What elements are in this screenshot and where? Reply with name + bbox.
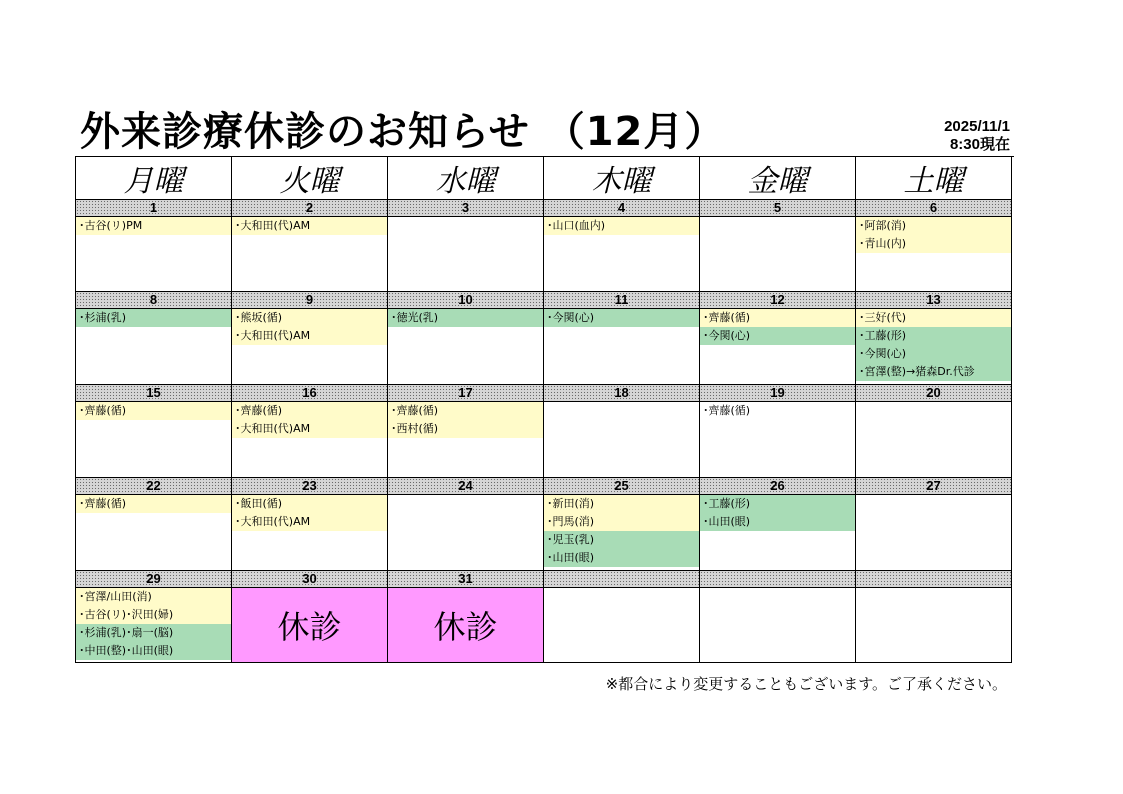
day-cell <box>544 385 700 478</box>
calendar-week <box>76 292 1014 385</box>
day-body <box>700 402 855 477</box>
day-body <box>232 588 387 662</box>
day-body <box>856 588 1011 662</box>
calendar-week <box>76 385 1014 478</box>
closure-entry: ･三好(代) <box>856 309 1011 327</box>
closure-entry: ･阿部(消) <box>856 217 1011 235</box>
closure-entry: ･青山(内) <box>856 235 1011 253</box>
day-number: 3 <box>388 200 543 217</box>
day-cell <box>544 292 700 385</box>
day-number: 19 <box>700 385 855 402</box>
day-number: 8 <box>76 292 231 309</box>
day-body <box>700 217 855 291</box>
day-body <box>700 495 855 570</box>
closure-entry: ･齊藤(循) <box>76 402 231 420</box>
calendar-grid <box>75 156 1014 663</box>
day-number: 30 <box>232 571 387 588</box>
day-cell <box>700 571 856 663</box>
weekday-header-row <box>76 157 1014 200</box>
as-of-time: 8:30現在 <box>949 136 1010 153</box>
day-body <box>388 588 543 662</box>
day-number: 31 <box>388 571 543 588</box>
as-of-stamp <box>944 118 1010 154</box>
day-number: 23 <box>232 478 387 495</box>
as-of-date: 2025/11/1 <box>944 118 1010 135</box>
day-body <box>76 588 231 662</box>
day-number <box>856 571 1011 588</box>
closure-entry: ･山口(血内) <box>544 217 699 235</box>
day-cell <box>76 292 232 385</box>
day-number: 6 <box>856 200 1011 217</box>
day-number: 27 <box>856 478 1011 495</box>
day-number: 22 <box>76 478 231 495</box>
closure-entry: ･新田(消) <box>544 495 699 513</box>
day-number: 11 <box>544 292 699 309</box>
closed-day-label: 休診 <box>388 588 543 662</box>
calendar-week <box>76 478 1014 571</box>
day-body <box>544 495 699 570</box>
closure-entry: ･齊藤(循) <box>388 402 543 420</box>
day-number: 4 <box>544 200 699 217</box>
day-body <box>76 495 231 570</box>
day-number: 15 <box>76 385 231 402</box>
closure-entry: ･今関(心) <box>700 327 855 345</box>
day-cell <box>700 385 856 478</box>
day-cell <box>544 571 700 663</box>
closure-entry: ･齊藤(循) <box>76 495 231 513</box>
day-number: 20 <box>856 385 1011 402</box>
day-body <box>544 217 699 291</box>
day-number: 9 <box>232 292 387 309</box>
day-body <box>544 588 699 662</box>
closure-entry: ･熊坂(循) <box>232 309 387 327</box>
closure-entry: ･大和田(代)AM <box>232 217 387 235</box>
day-number: 29 <box>76 571 231 588</box>
closure-entry: ･門馬(消) <box>544 513 699 531</box>
day-body <box>700 309 855 384</box>
day-cell <box>700 478 856 571</box>
day-cell <box>856 571 1012 663</box>
day-cell <box>700 200 856 292</box>
day-body <box>76 217 231 291</box>
day-number: 16 <box>232 385 387 402</box>
closure-entry: ･杉浦(乳)･扇一(脳) <box>76 624 231 642</box>
closure-entry: ･西村(循) <box>388 420 543 438</box>
day-number: 10 <box>388 292 543 309</box>
closure-entry: ･今関(心) <box>856 345 1011 363</box>
day-cell <box>856 478 1012 571</box>
closure-entry: ･山田(眼) <box>544 549 699 567</box>
day-cell <box>388 292 544 385</box>
day-number: 25 <box>544 478 699 495</box>
weekday-header-mon: 月曜 <box>76 157 232 200</box>
calendar-weeks <box>76 200 1014 663</box>
closure-entry: ･工藤(形) <box>856 327 1011 345</box>
day-number: 2 <box>232 200 387 217</box>
day-body <box>232 402 387 477</box>
day-number: 17 <box>388 385 543 402</box>
day-cell <box>388 200 544 292</box>
day-body <box>856 495 1011 570</box>
day-cell <box>388 571 544 663</box>
day-body <box>232 309 387 384</box>
closure-entry: ･齊藤(循) <box>232 402 387 420</box>
day-cell <box>76 571 232 663</box>
closure-entry: ･齊藤(循) <box>700 309 855 327</box>
day-body <box>388 217 543 291</box>
day-body <box>700 588 855 662</box>
closure-entry: ･飯田(循) <box>232 495 387 513</box>
weekday-header-thu: 木曜 <box>544 157 700 200</box>
day-body <box>544 309 699 384</box>
page-title: 外来診療休診のお知らせ （12月） <box>80 109 726 155</box>
day-number: 5 <box>700 200 855 217</box>
calendar-week <box>76 571 1014 663</box>
day-body <box>388 309 543 384</box>
day-cell <box>700 292 856 385</box>
weekday-header-tue: 火曜 <box>232 157 388 200</box>
closure-entry: ･宮澤/山田(消) <box>76 588 231 606</box>
day-cell <box>232 385 388 478</box>
closure-entry: ･大和田(代)AM <box>232 513 387 531</box>
closure-entry: ･大和田(代)AM <box>232 420 387 438</box>
day-cell <box>232 292 388 385</box>
day-cell <box>856 292 1012 385</box>
weekday-header-fri: 金曜 <box>700 157 856 200</box>
calendar-week <box>76 200 1014 292</box>
closure-entry: ･古谷(リ)PM <box>76 217 231 235</box>
closure-entry: ･大和田(代)AM <box>232 327 387 345</box>
day-number: 12 <box>700 292 855 309</box>
day-number: 1 <box>76 200 231 217</box>
day-body <box>232 217 387 291</box>
closure-entry: ･古谷(リ)･沢田(婦) <box>76 606 231 624</box>
day-cell <box>856 385 1012 478</box>
day-body <box>544 402 699 477</box>
day-cell <box>856 200 1012 292</box>
closure-entry: ･山田(眼) <box>700 513 855 531</box>
day-cell <box>232 478 388 571</box>
day-number: 26 <box>700 478 855 495</box>
day-body <box>388 495 543 570</box>
closed-day-label: 休診 <box>232 588 387 662</box>
day-cell <box>388 385 544 478</box>
day-cell <box>544 200 700 292</box>
closure-entry: ･今関(心) <box>544 309 699 327</box>
day-number: 13 <box>856 292 1011 309</box>
day-cell <box>544 478 700 571</box>
closure-entry: ･中田(整)･山田(眼) <box>76 642 231 660</box>
day-cell <box>232 571 388 663</box>
day-number: 18 <box>544 385 699 402</box>
weekday-header-sat: 土曜 <box>856 157 1012 200</box>
day-body <box>232 495 387 570</box>
day-body <box>856 402 1011 477</box>
closure-entry: ･徳光(乳) <box>388 309 543 327</box>
closure-entry: ･宮澤(整)→猪森Dr.代診 <box>856 363 1011 381</box>
day-cell <box>76 478 232 571</box>
day-body <box>856 217 1011 291</box>
closure-entry: ･児玉(乳) <box>544 531 699 549</box>
day-body <box>388 402 543 477</box>
day-cell <box>388 478 544 571</box>
day-number: 24 <box>388 478 543 495</box>
day-body <box>856 309 1011 384</box>
day-number <box>700 571 855 588</box>
weekday-header-wed: 水曜 <box>388 157 544 200</box>
footnote: ※都合により変更することもございます。ご了承ください。 <box>605 675 1007 693</box>
closure-entry: ･齊藤(循) <box>703 404 751 417</box>
closure-entry: ･工藤(形) <box>700 495 855 513</box>
day-cell <box>76 385 232 478</box>
day-body <box>76 309 231 384</box>
day-cell <box>232 200 388 292</box>
day-body <box>76 402 231 477</box>
day-number <box>544 571 699 588</box>
day-cell <box>76 200 232 292</box>
closure-entry: ･杉浦(乳) <box>76 309 231 327</box>
